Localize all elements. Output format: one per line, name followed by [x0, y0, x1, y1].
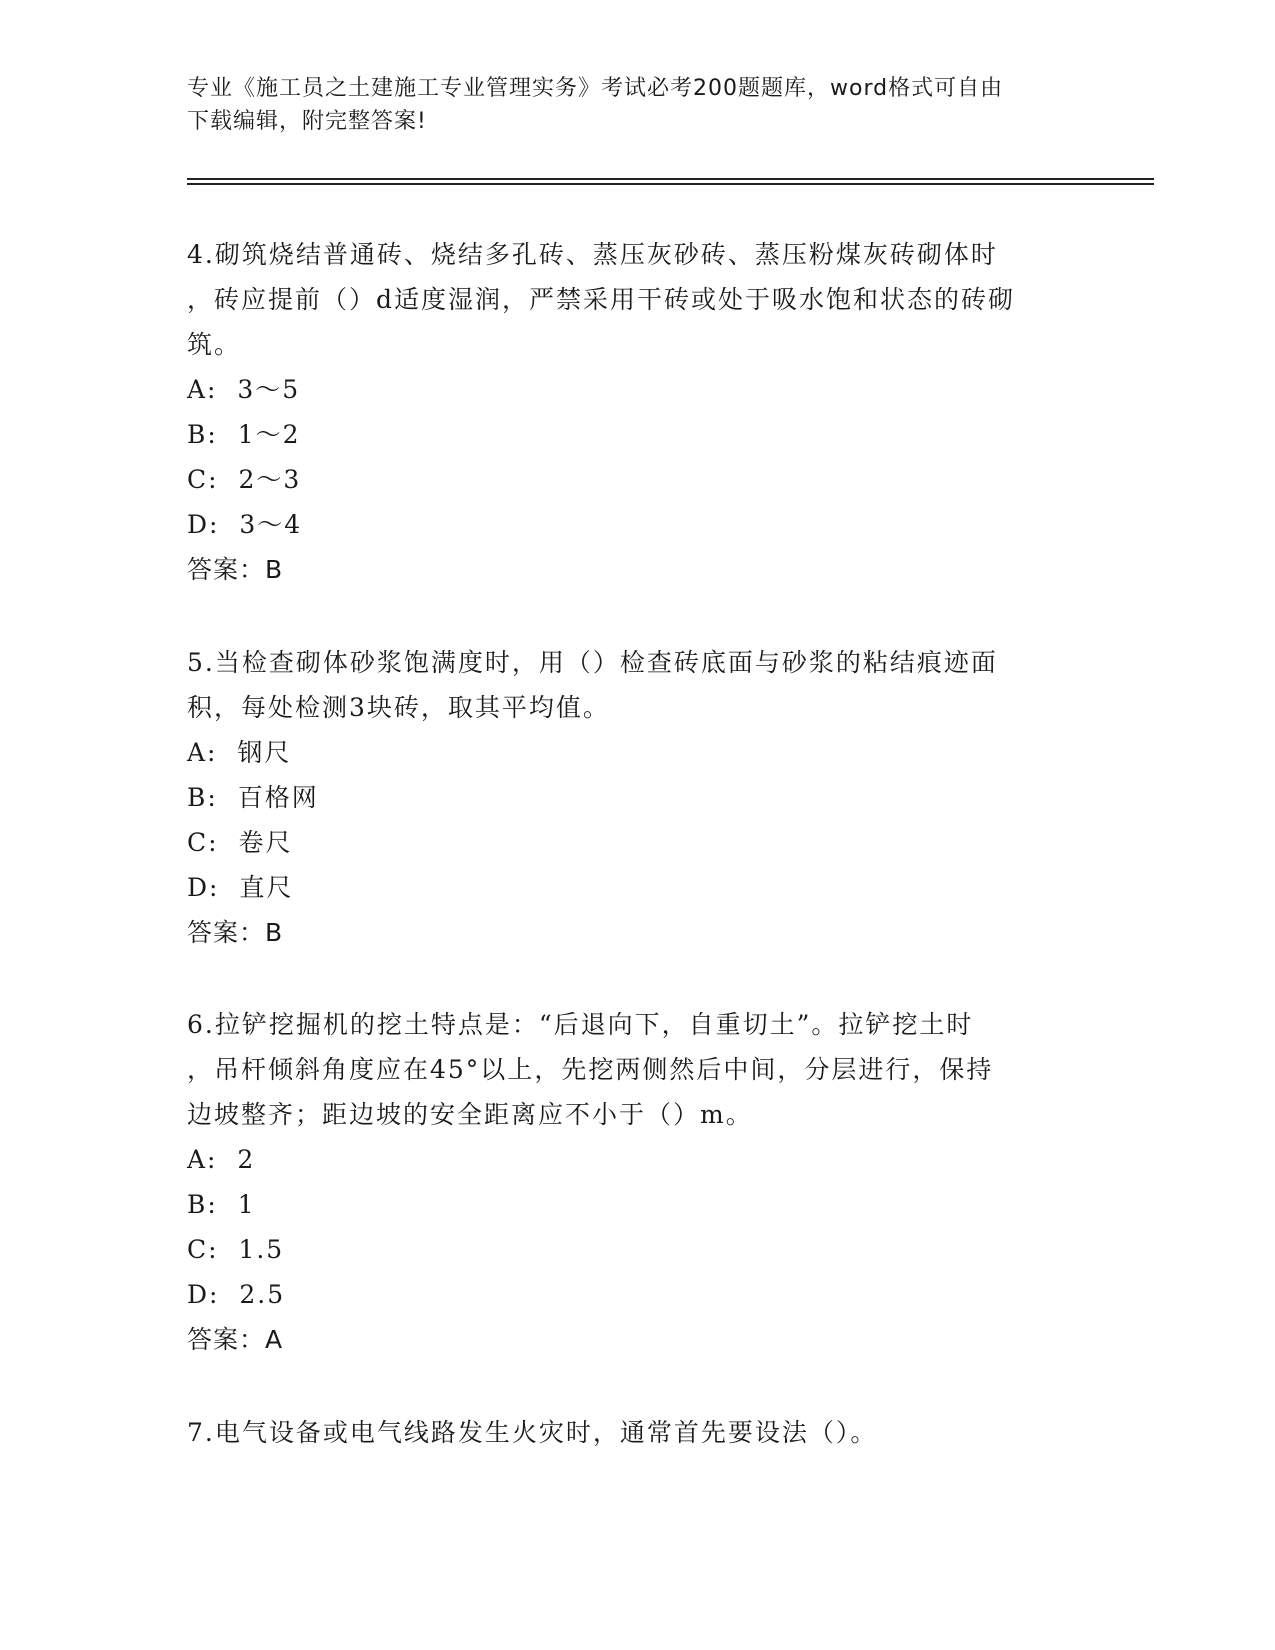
question-6 — [187, 1002, 1087, 1362]
option-c: C: 1.5 — [187, 1235, 285, 1264]
question-text-line: 积，每处检测3块砖，取其平均值。 — [187, 693, 610, 722]
question-text-line: 4.砌筑烧结普通砖、烧结多孔砖、蒸压灰砂砖、蒸压粉煤灰砖砌体时 — [187, 240, 998, 269]
question-text-line: 7.电气设备或电气线路发生火灾时，通常首先要设法（）。 — [187, 1418, 878, 1447]
question-text-line: 筑。 — [187, 330, 242, 359]
question-text-line: ，吊杆倾斜角度应在45°以上，先挖两侧然后中间，分层进行，保持 — [187, 1055, 994, 1084]
answer: 答案：B — [187, 918, 284, 947]
question-7 — [187, 1410, 1087, 1455]
question-5 — [187, 640, 1087, 955]
option-a: A: 2 — [187, 1145, 256, 1174]
question-text-line: 6.拉铲挖掘机的挖土特点是：“后退向下，自重切土”。拉铲挖土时 — [187, 1010, 974, 1039]
document-header — [187, 72, 1087, 138]
option-d: D: 3～4 — [187, 510, 303, 539]
option-b: B: 1～2 — [187, 420, 301, 449]
answer: 答案：A — [187, 1325, 284, 1354]
option-a: A: 钢尺 — [187, 738, 292, 767]
option-b: B: 1 — [187, 1190, 256, 1219]
header-divider-top — [187, 178, 1154, 180]
answer: 答案：B — [187, 555, 284, 584]
option-c: C: 卷尺 — [187, 828, 293, 857]
option-d: D: 2.5 — [187, 1280, 286, 1309]
header-line-1: 专业《施工员之土建施工专业管理实务》考试必考200题题库，word格式可自由 — [187, 76, 1004, 101]
header-line-2: 下载编辑，附完整答案! — [187, 109, 427, 134]
option-d: D: 直尺 — [187, 873, 294, 902]
question-text-line: 边坡整齐；距边坡的安全距离应不小于（）m。 — [187, 1100, 753, 1129]
header-divider-bottom — [187, 183, 1154, 185]
question-text-line: ，砖应提前（）d适度湿润，严禁采用干砖或处于吸水饱和状态的砖砌 — [187, 285, 1016, 314]
option-c: C: 2～3 — [187, 465, 302, 494]
question-4 — [187, 232, 1087, 592]
question-text-line: 5.当检查砌体砂浆饱满度时，用（）检查砖底面与砂浆的粘结痕迹面 — [187, 648, 998, 677]
option-a: A: 3～5 — [187, 375, 301, 404]
option-b: B: 百格网 — [187, 783, 319, 812]
